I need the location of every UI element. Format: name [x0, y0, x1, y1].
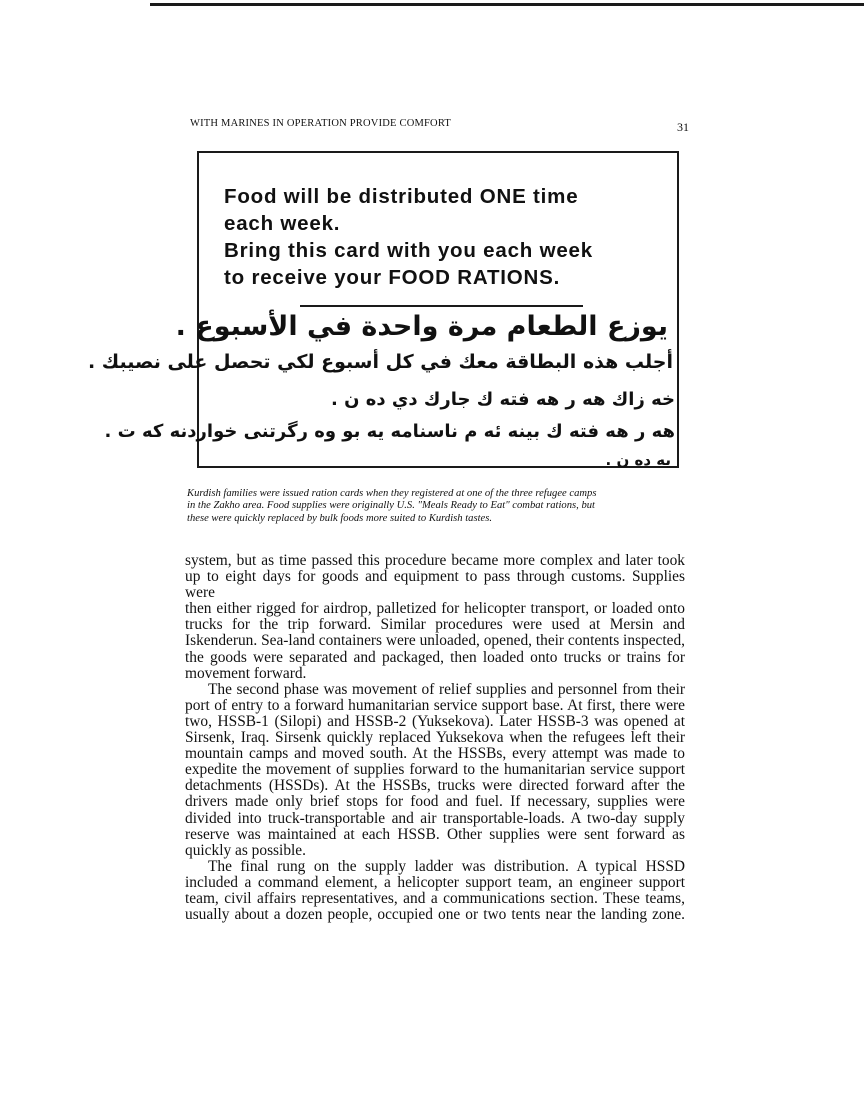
card-english-line: Bring this card with you each week [224, 239, 593, 262]
paragraph [185, 553, 685, 682]
card-native-line: هه ر هه فته ك بينه ئه م ناسنامه يه بو وه رگرتنی خواردنه كه ت . [104, 421, 675, 442]
caption-line: Kurdish families were issued ration cards when they registered at one of the three refugee camps [187, 488, 597, 499]
text-line: divided into truck-transportable and air transportable-loads. A two-day supply [185, 809, 685, 827]
card-native-line: يوزع الطعام مرة واحدة في الأسبوع . [175, 311, 668, 342]
figure-caption [187, 488, 692, 525]
card-english-text [224, 183, 674, 291]
card-native-line: يه ده ن . [605, 451, 671, 469]
caption-line: these were quickly replaced by bulk foods more suited to Kurdish tastes. [187, 512, 493, 524]
text-line: Sirsenk, Iraq. Sirsenk quickly replaced Yuksekova when the refugees left their [185, 729, 685, 747]
text-line: team, civil affairs representatives, and a communications section. These teams, [185, 889, 685, 907]
text-line: the goods were separated and packaged, then loaded onto trucks or trains for [185, 648, 685, 666]
top-rule [150, 3, 864, 6]
ration-card [87, 151, 679, 469]
page-number: 31 [677, 120, 689, 134]
text-line: reserve was maintained at each HSSB. Other supplies were sent forward as [185, 825, 685, 843]
card-native-line: أجلب هذه البطاقة معك في كل أسبوع لكي تحصل على نصيبك . [87, 351, 673, 373]
text-line: The second phase was movement of relief supplies and personnel from their [208, 680, 685, 698]
text-line: movement forward. [185, 664, 307, 682]
running-head: WITH MARINES IN OPERATION PROVIDE COMFORT [190, 118, 452, 129]
text-line: mountain camps and moved south. At the HSSBs, every attempt was made to [185, 745, 685, 763]
card-english-line: to receive your FOOD RATIONS. [224, 266, 561, 289]
text-line: detachments (HSSDs). At the HSSBs, trucks were directed forward after the [185, 777, 685, 795]
card-native-line: خه زاك هه ر هه فته ك جارك دي ده ن . [331, 389, 675, 410]
text-line: Iskenderun. Sea-land containers were unloaded, opened, their contents inspected, [185, 632, 686, 650]
text-line: included a command element, a helicopter support team, an engineer support [185, 873, 685, 891]
paragraph [185, 682, 685, 859]
text-line: The final rung on the supply ladder was distribution. A typical HSSD [208, 857, 685, 875]
text-line: system, but as time passed this procedure became more complex and later took [185, 552, 685, 569]
body-text [185, 553, 685, 923]
card-divider [300, 305, 583, 307]
text-line: quickly as possible. [185, 841, 306, 859]
text-line: up to eight days for goods and equipment to pass through customs. Supplies were [185, 568, 685, 602]
caption-line: in the Zakho area. Food supplies were originally U.S. "Meals Ready to Eat" combat rations, but [187, 500, 595, 512]
text-line: then either rigged for airdrop, palletized for helicopter transport, or loaded onto [185, 600, 685, 618]
text-line: usually about a dozen people, occupied one or two tents near the landing zone. [185, 906, 685, 924]
text-line: trucks for the trip forward. Similar procedures were used at Mersin and [185, 616, 685, 634]
paragraph [185, 859, 685, 923]
text-line: drivers made only brief stops for food and fuel. If necessary, supplies were [185, 793, 685, 811]
text-line: expedite the movement of supplies forward to the humanitarian service support [185, 761, 685, 779]
card-english-line: Food will be distributed ONE time [224, 185, 579, 208]
card-english-line: each week. [224, 212, 341, 235]
text-line: two, HSSB-1 (Silopi) and HSSB-2 (Yuksekova). Later HSSB-3 was opened at [185, 712, 685, 730]
text-line: port of entry to a forward humanitarian service support base. At first, there were [185, 696, 685, 714]
